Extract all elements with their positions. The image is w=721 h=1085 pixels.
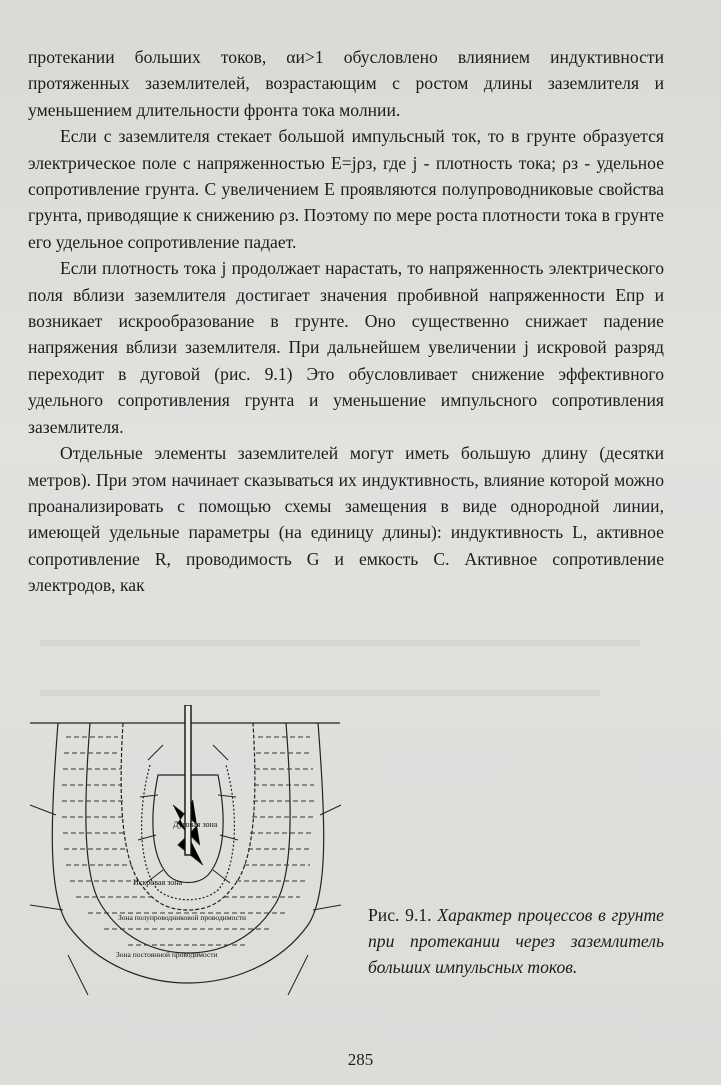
bleed-through bbox=[40, 640, 640, 646]
paragraph-4: Отдельные элементы заземлителей могут иметь большую длину (десятки метров). При этом начинает сказываться их индуктивность, влияние которой можно проанализировать с помощью схемы замещения в виде однородной линии, имеющей удельные параметры (на единицу длины): индуктивность L, активное сопротивление R, проводимость G и емкость C. Активное сопротивление электродов, как bbox=[28, 443, 664, 596]
label-arc-zone: Дуговая зона bbox=[173, 820, 218, 829]
paragraph-1: протекании больших токов, αи>1 обусловлено влиянием индуктивности протяженных заземлителей, возрастающим с ростом длины заземлителя и уменьшением длительности фронта тока молнии. bbox=[28, 47, 664, 120]
label-constant-zone: Зона постоянной проводимости bbox=[116, 950, 218, 959]
label-semiconductor-zone: Зона полупроводниковой проводимости bbox=[118, 913, 247, 922]
bleed-through bbox=[40, 690, 600, 696]
grounding-electrode bbox=[185, 705, 191, 855]
paragraph-3: Если плотность тока j продолжает нарастать, то напряженность электрического поля вблизи заземлителя достигает значения пробивной напряженности Eпр и возникает искрообразование в грунте. Оно существенно снижает падение напряжения вблизи заземлителя. При дальнейшем увеличении j искровой разряд переходит в дуговой (рис. 9.1) Это обусловливает снижение эффективного удельного сопротивления грунта и уменьшение импульсного сопротивления заземлителя. bbox=[28, 258, 664, 437]
paragraph-2: Если с заземлителя стекает большой импульсный ток, то в грунте образуется электрическое поле с напряженностью E=jρз, где j - плотность тока; ρз - удельное сопротивление грунта. С увеличением E проявляются полупроводниковые свойства грунта, приводящие к снижению ρз. Поэтому по мере роста плотности тока в грунте его удельное сопротивление падает. bbox=[28, 126, 664, 252]
page-number: 285 bbox=[347, 1050, 374, 1069]
body-text bbox=[28, 44, 664, 599]
figure-caption bbox=[368, 902, 664, 980]
label-spark-zone: Искровая зона bbox=[133, 878, 183, 887]
caption-figure-number: Рис. 9.1. bbox=[368, 905, 432, 925]
caption-text: Характер процессов в грунте при протекании через заземлитель больших импульсных токов. bbox=[368, 905, 664, 977]
figure-9-1 bbox=[28, 705, 343, 1000]
ground-process-diagram bbox=[28, 705, 343, 1000]
